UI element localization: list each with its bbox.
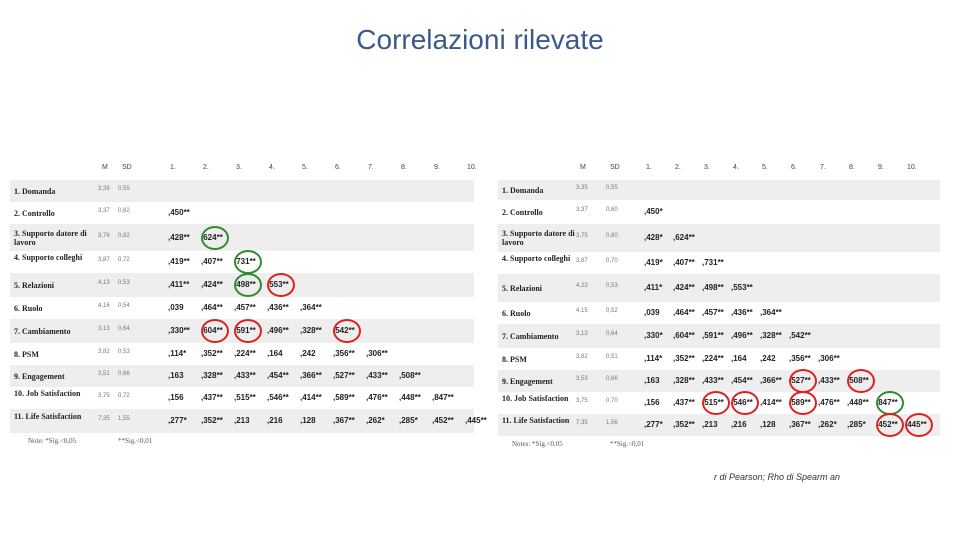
correlation-cell: ,128 bbox=[300, 416, 316, 425]
sd-value: 0,55 bbox=[118, 186, 130, 192]
correlation-cell: ,367** bbox=[789, 420, 811, 429]
sd-value: 0,53 bbox=[118, 280, 130, 286]
sd-value: 0,70 bbox=[606, 258, 618, 264]
mean-value: 4,16 bbox=[98, 303, 110, 309]
table-row bbox=[10, 224, 474, 251]
correlation-cell: ,216 bbox=[267, 416, 283, 425]
row-label: 5. Relazioni bbox=[502, 283, 542, 293]
correlation-cell: ,498** bbox=[702, 283, 724, 292]
correlation-cell: ,306** bbox=[818, 354, 840, 363]
correlation-cell: ,352** bbox=[673, 354, 695, 363]
sd-value: 0,64 bbox=[606, 331, 618, 337]
correlation-cell: ,364** bbox=[760, 308, 782, 317]
correlation-cell: ,428** bbox=[168, 232, 190, 242]
column-header: 1. bbox=[646, 164, 652, 171]
correlation-cell: ,411** bbox=[168, 280, 190, 289]
row-label: 9. Engagement bbox=[502, 376, 553, 386]
correlation-cell: ,352** bbox=[201, 416, 223, 425]
correlation-cell: ,277* bbox=[168, 416, 187, 425]
caption: r di Pearson; Rho di Spearm an bbox=[714, 472, 841, 482]
row-label: 2. Controllo bbox=[502, 207, 543, 217]
mean-value: 3,82 bbox=[576, 354, 588, 360]
correlation-cell: ,414** bbox=[760, 398, 782, 407]
row-label: 10. Job Satisfaction bbox=[14, 389, 81, 398]
correlation-cell: ,156 bbox=[168, 393, 184, 402]
correlation-cell: ,328** bbox=[760, 331, 782, 340]
table-row bbox=[498, 302, 940, 324]
row-label: 7. Cambiamento bbox=[502, 331, 559, 341]
column-header: SD bbox=[122, 164, 132, 171]
column-header: SD bbox=[610, 164, 620, 171]
correlation-cell: ,508** bbox=[847, 376, 869, 385]
row-label: 8. PSM bbox=[14, 349, 39, 359]
sd-value: 1,55 bbox=[118, 416, 130, 422]
correlation-cell: ,553** bbox=[267, 280, 289, 289]
correlation-cell: ,407** bbox=[201, 257, 223, 266]
green-highlight-circle bbox=[234, 250, 262, 274]
table-row bbox=[498, 348, 940, 370]
table-row bbox=[10, 343, 474, 365]
correlation-cell: ,328** bbox=[201, 371, 223, 380]
sd-value: 0,66 bbox=[606, 376, 618, 382]
correlation-cell: ,498** bbox=[234, 280, 256, 289]
column-header: 9. bbox=[878, 164, 884, 171]
row-label: 6. Ruolo bbox=[14, 303, 43, 313]
significance-note-2: **Sig.<0,01 bbox=[610, 440, 645, 448]
correlation-cell: ,164 bbox=[267, 349, 283, 358]
correlation-cell: ,433** bbox=[818, 376, 840, 385]
red-highlight-circle bbox=[234, 319, 262, 343]
row-label: 5. Relazioni bbox=[14, 280, 54, 290]
correlation-cell: ,277* bbox=[644, 420, 663, 429]
mean-value: 3,87 bbox=[98, 257, 110, 263]
red-highlight-circle bbox=[731, 391, 759, 415]
sd-value: 0,60 bbox=[606, 207, 618, 213]
correlation-cell: ,330** bbox=[168, 326, 190, 335]
row-label: 9. Engagement bbox=[14, 371, 65, 381]
correlation-cell: ,624** bbox=[201, 232, 223, 242]
correlation-cell: ,448** bbox=[847, 398, 869, 407]
row-label: 8. PSM bbox=[502, 354, 527, 364]
correlation-cell: ,419* bbox=[644, 258, 663, 267]
column-header: 8. bbox=[401, 164, 407, 171]
column-header: 8. bbox=[849, 164, 855, 171]
correlation-cell: ,128 bbox=[760, 420, 776, 429]
row-label: 3. Supporto datore di lavoro bbox=[502, 229, 575, 247]
correlation-cell: ,589** bbox=[789, 398, 811, 407]
correlation-cell: ,433** bbox=[234, 371, 256, 380]
mean-value: 3,75 bbox=[576, 398, 588, 404]
correlation-cell: ,428* bbox=[644, 233, 663, 242]
correlation-cell: ,624** bbox=[673, 233, 695, 242]
correlation-cell: ,454** bbox=[731, 376, 753, 385]
column-header: 3. bbox=[704, 164, 710, 171]
sd-value: 0,51 bbox=[606, 354, 618, 360]
correlation-cell: ,448** bbox=[399, 393, 421, 402]
sd-value: 0,72 bbox=[118, 257, 130, 263]
correlation-cell: ,450* bbox=[644, 207, 663, 216]
mean-value: 4,13 bbox=[98, 280, 110, 286]
slide-title: Correlazioni rilevate bbox=[356, 24, 604, 55]
correlation-cell: ,589** bbox=[333, 393, 355, 402]
table-row bbox=[10, 202, 474, 224]
correlation-cell: ,542** bbox=[789, 331, 811, 340]
correlation-cell: ,450** bbox=[168, 208, 190, 217]
sd-value: 0,53 bbox=[606, 283, 618, 289]
correlation-cell: ,457** bbox=[702, 308, 724, 317]
red-highlight-circle bbox=[876, 413, 904, 437]
mean-value: 3,13 bbox=[98, 326, 110, 332]
sd-value: 0,55 bbox=[606, 185, 618, 191]
sd-value: 0,52 bbox=[606, 308, 618, 314]
mean-value: 3,51 bbox=[98, 371, 110, 377]
correlation-cell: ,411* bbox=[644, 283, 663, 292]
correlation-cell: ,454** bbox=[267, 371, 289, 380]
column-header: 2. bbox=[675, 164, 681, 171]
correlation-cell: ,527** bbox=[789, 376, 811, 385]
sd-value: 0,80 bbox=[606, 233, 618, 239]
red-highlight-circle bbox=[333, 319, 361, 343]
correlation-cell: ,436** bbox=[267, 303, 289, 312]
column-header: 6. bbox=[791, 164, 797, 171]
correlation-cell: ,424** bbox=[673, 283, 695, 292]
correlation-cell: ,437** bbox=[673, 398, 695, 407]
correlation-cell: ,163 bbox=[644, 376, 660, 385]
correlation-cell: ,328** bbox=[300, 326, 322, 335]
significance-note: Notes: *Sig.<0,05 bbox=[512, 440, 563, 448]
correlation-cell: ,039 bbox=[168, 303, 184, 312]
column-header: 10. bbox=[467, 164, 477, 171]
sd-value: 0,66 bbox=[118, 371, 130, 377]
column-header: 2. bbox=[203, 164, 209, 171]
correlation-cell: ,527** bbox=[333, 371, 355, 380]
correlation-cell: ,367** bbox=[333, 416, 355, 425]
red-highlight-circle bbox=[847, 369, 875, 393]
table-row bbox=[498, 224, 940, 252]
sd-value: 0,82 bbox=[118, 232, 130, 239]
correlation-cell: ,591** bbox=[702, 331, 724, 340]
mean-value: 3,37 bbox=[98, 208, 110, 214]
significance-note: Note: *Sig.<0,05 bbox=[28, 437, 77, 445]
correlation-cell: ,452** bbox=[432, 416, 454, 425]
correlation-cell: ,457** bbox=[234, 303, 256, 312]
correlation-cell: ,731** bbox=[234, 257, 256, 266]
row-label: 11. Life Satisfaction bbox=[502, 416, 570, 425]
table-row bbox=[498, 180, 940, 200]
row-label: 7. Cambiamento bbox=[14, 326, 71, 336]
correlation-cell: ,436** bbox=[731, 308, 753, 317]
mean-value: 7,35 bbox=[576, 420, 588, 426]
correlation-cell: ,476** bbox=[818, 398, 840, 407]
red-highlight-circle bbox=[702, 391, 730, 415]
correlation-cell: ,546** bbox=[731, 398, 753, 407]
correlation-cell: ,515** bbox=[234, 393, 256, 402]
correlation-cell: ,496** bbox=[267, 326, 289, 335]
correlation-cell: ,262* bbox=[818, 420, 837, 429]
table-row bbox=[10, 387, 474, 409]
mean-value: 3,35 bbox=[576, 185, 588, 191]
column-header: 6. bbox=[335, 164, 341, 171]
mean-value: 3,39 bbox=[98, 186, 110, 192]
red-highlight-circle bbox=[789, 391, 817, 415]
correlation-cell: ,604** bbox=[201, 326, 223, 335]
correlation-cell: ,242 bbox=[300, 349, 316, 358]
correlation-cell: ,224** bbox=[234, 349, 256, 358]
correlation-cell: ,437** bbox=[201, 393, 223, 402]
sd-value: 1,56 bbox=[606, 420, 618, 426]
row-label: 4. Supporto colleghi bbox=[502, 254, 571, 263]
mean-value: 4,15 bbox=[576, 308, 588, 314]
table-row bbox=[498, 324, 940, 348]
mean-value: 7,35 bbox=[98, 416, 110, 422]
column-header: 9. bbox=[434, 164, 440, 171]
row-label: 10. Job Satisfaction bbox=[502, 394, 569, 403]
correlation-cell: ,352** bbox=[201, 349, 223, 358]
correlation-cell: ,731** bbox=[702, 258, 724, 267]
sd-value: 0,72 bbox=[118, 393, 130, 399]
correlation-cell: ,224** bbox=[702, 354, 724, 363]
correlation-cell: ,306** bbox=[366, 349, 388, 358]
green-highlight-circle bbox=[201, 226, 229, 250]
correlation-cell: ,114* bbox=[644, 354, 663, 363]
mean-value: 3,82 bbox=[98, 349, 110, 355]
correlation-cell: ,452** bbox=[876, 420, 898, 429]
correlation-cell: ,508** bbox=[399, 371, 421, 380]
correlation-cell: ,216 bbox=[731, 420, 747, 429]
correlation-cell: ,242 bbox=[760, 354, 776, 363]
row-label: 11. Life Satisfaction bbox=[14, 412, 82, 421]
row-label: 1. Domanda bbox=[502, 185, 544, 195]
correlation-cell: ,163 bbox=[168, 371, 184, 380]
correlation-cell: ,445** bbox=[465, 416, 487, 425]
correlation-cell: ,366** bbox=[300, 371, 322, 380]
correlation-cell: ,433** bbox=[366, 371, 388, 380]
column-header: 4. bbox=[733, 164, 739, 171]
column-header: 7. bbox=[820, 164, 826, 171]
row-label: 2. Controllo bbox=[14, 208, 55, 218]
correlation-cell: ,285* bbox=[399, 416, 418, 425]
column-header: 10. bbox=[907, 164, 917, 171]
correlation-cell: ,476** bbox=[366, 393, 388, 402]
correlation-cell: ,366** bbox=[760, 376, 782, 385]
column-header: 1. bbox=[170, 164, 176, 171]
correlation-cell: ,213 bbox=[234, 416, 250, 425]
sd-value: 0,53 bbox=[118, 349, 130, 355]
table-row bbox=[498, 274, 940, 302]
red-highlight-circle bbox=[905, 413, 933, 437]
correlation-cell: ,407** bbox=[673, 258, 695, 267]
correlation-cell: ,445** bbox=[905, 420, 927, 429]
table-row bbox=[10, 297, 474, 319]
table-row bbox=[10, 180, 474, 202]
correlation-cell: ,352** bbox=[673, 420, 695, 429]
column-header: 7. bbox=[368, 164, 374, 171]
mean-value: 3,76 bbox=[98, 232, 110, 239]
correlation-cell: ,424** bbox=[201, 280, 223, 289]
correlation-cell: ,213 bbox=[702, 420, 718, 429]
mean-value: 4,23 bbox=[576, 283, 588, 289]
correlation-cell: ,414** bbox=[300, 393, 322, 402]
correlation-cell: ,464** bbox=[201, 303, 223, 312]
correlation-cell: ,591** bbox=[234, 326, 256, 335]
table-row bbox=[10, 409, 487, 433]
mean-value: 3,87 bbox=[576, 258, 588, 264]
mean-value: 3,13 bbox=[576, 331, 588, 337]
correlation-cell: ,546** bbox=[267, 393, 289, 402]
red-highlight-circle bbox=[201, 319, 229, 343]
column-header: M bbox=[580, 164, 586, 171]
mean-value: 3,75 bbox=[576, 233, 588, 239]
correlation-cell: ,285* bbox=[847, 420, 866, 429]
green-highlight-circle bbox=[876, 391, 904, 415]
column-header: 5. bbox=[302, 164, 308, 171]
correlation-cell: ,114* bbox=[168, 349, 187, 358]
mean-value: 3,75 bbox=[98, 393, 110, 399]
sd-value: 0,54 bbox=[118, 303, 130, 309]
correlation-cell: ,847** bbox=[876, 398, 898, 407]
green-highlight-circle bbox=[234, 273, 262, 297]
red-highlight-circle bbox=[789, 369, 817, 393]
table-row bbox=[498, 200, 940, 224]
correlation-cell: ,356** bbox=[789, 354, 811, 363]
column-header: 3. bbox=[236, 164, 242, 171]
correlation-cell: ,156 bbox=[644, 398, 660, 407]
correlation-cell: ,496** bbox=[731, 331, 753, 340]
correlation-cell: ,515** bbox=[702, 398, 724, 407]
correlation-cell: ,356** bbox=[333, 349, 355, 358]
correlation-cell: ,164 bbox=[731, 354, 747, 363]
correlation-cell: ,847** bbox=[432, 393, 454, 402]
correlation-cell: ,364** bbox=[300, 303, 322, 312]
correlation-cell: ,542** bbox=[333, 326, 355, 335]
row-label: 6. Ruolo bbox=[502, 308, 531, 318]
red-highlight-circle bbox=[267, 273, 295, 297]
table-row bbox=[498, 252, 940, 274]
row-label: 1. Domanda bbox=[14, 186, 56, 196]
sd-value: 0,62 bbox=[118, 208, 130, 214]
column-header: 4. bbox=[269, 164, 275, 171]
table-row bbox=[10, 365, 474, 387]
sd-value: 0,64 bbox=[118, 326, 130, 332]
sd-value: 0,70 bbox=[606, 398, 618, 404]
mean-value: 3,37 bbox=[576, 207, 588, 213]
correlation-cell: ,328** bbox=[673, 376, 695, 385]
correlation-cell: ,553** bbox=[731, 283, 753, 292]
mean-value: 3,53 bbox=[576, 376, 588, 382]
correlation-cell: ,464** bbox=[673, 308, 695, 317]
table-row bbox=[498, 414, 940, 436]
row-label: 4. Supporto colleghi bbox=[14, 253, 83, 262]
column-header: M bbox=[102, 164, 108, 171]
correlation-cell: ,433** bbox=[702, 376, 724, 385]
correlation-cell: ,039 bbox=[644, 308, 660, 317]
correlation-cell: ,604** bbox=[673, 331, 695, 340]
correlation-cell: ,419** bbox=[168, 257, 190, 266]
row-label: 3. Supporto datore di lavoro bbox=[14, 228, 87, 247]
correlation-cell: ,262* bbox=[366, 416, 385, 425]
correlation-cell: ,330* bbox=[644, 331, 663, 340]
significance-note-2: **Sig.<0,01 bbox=[118, 437, 153, 445]
column-header: 5. bbox=[762, 164, 768, 171]
